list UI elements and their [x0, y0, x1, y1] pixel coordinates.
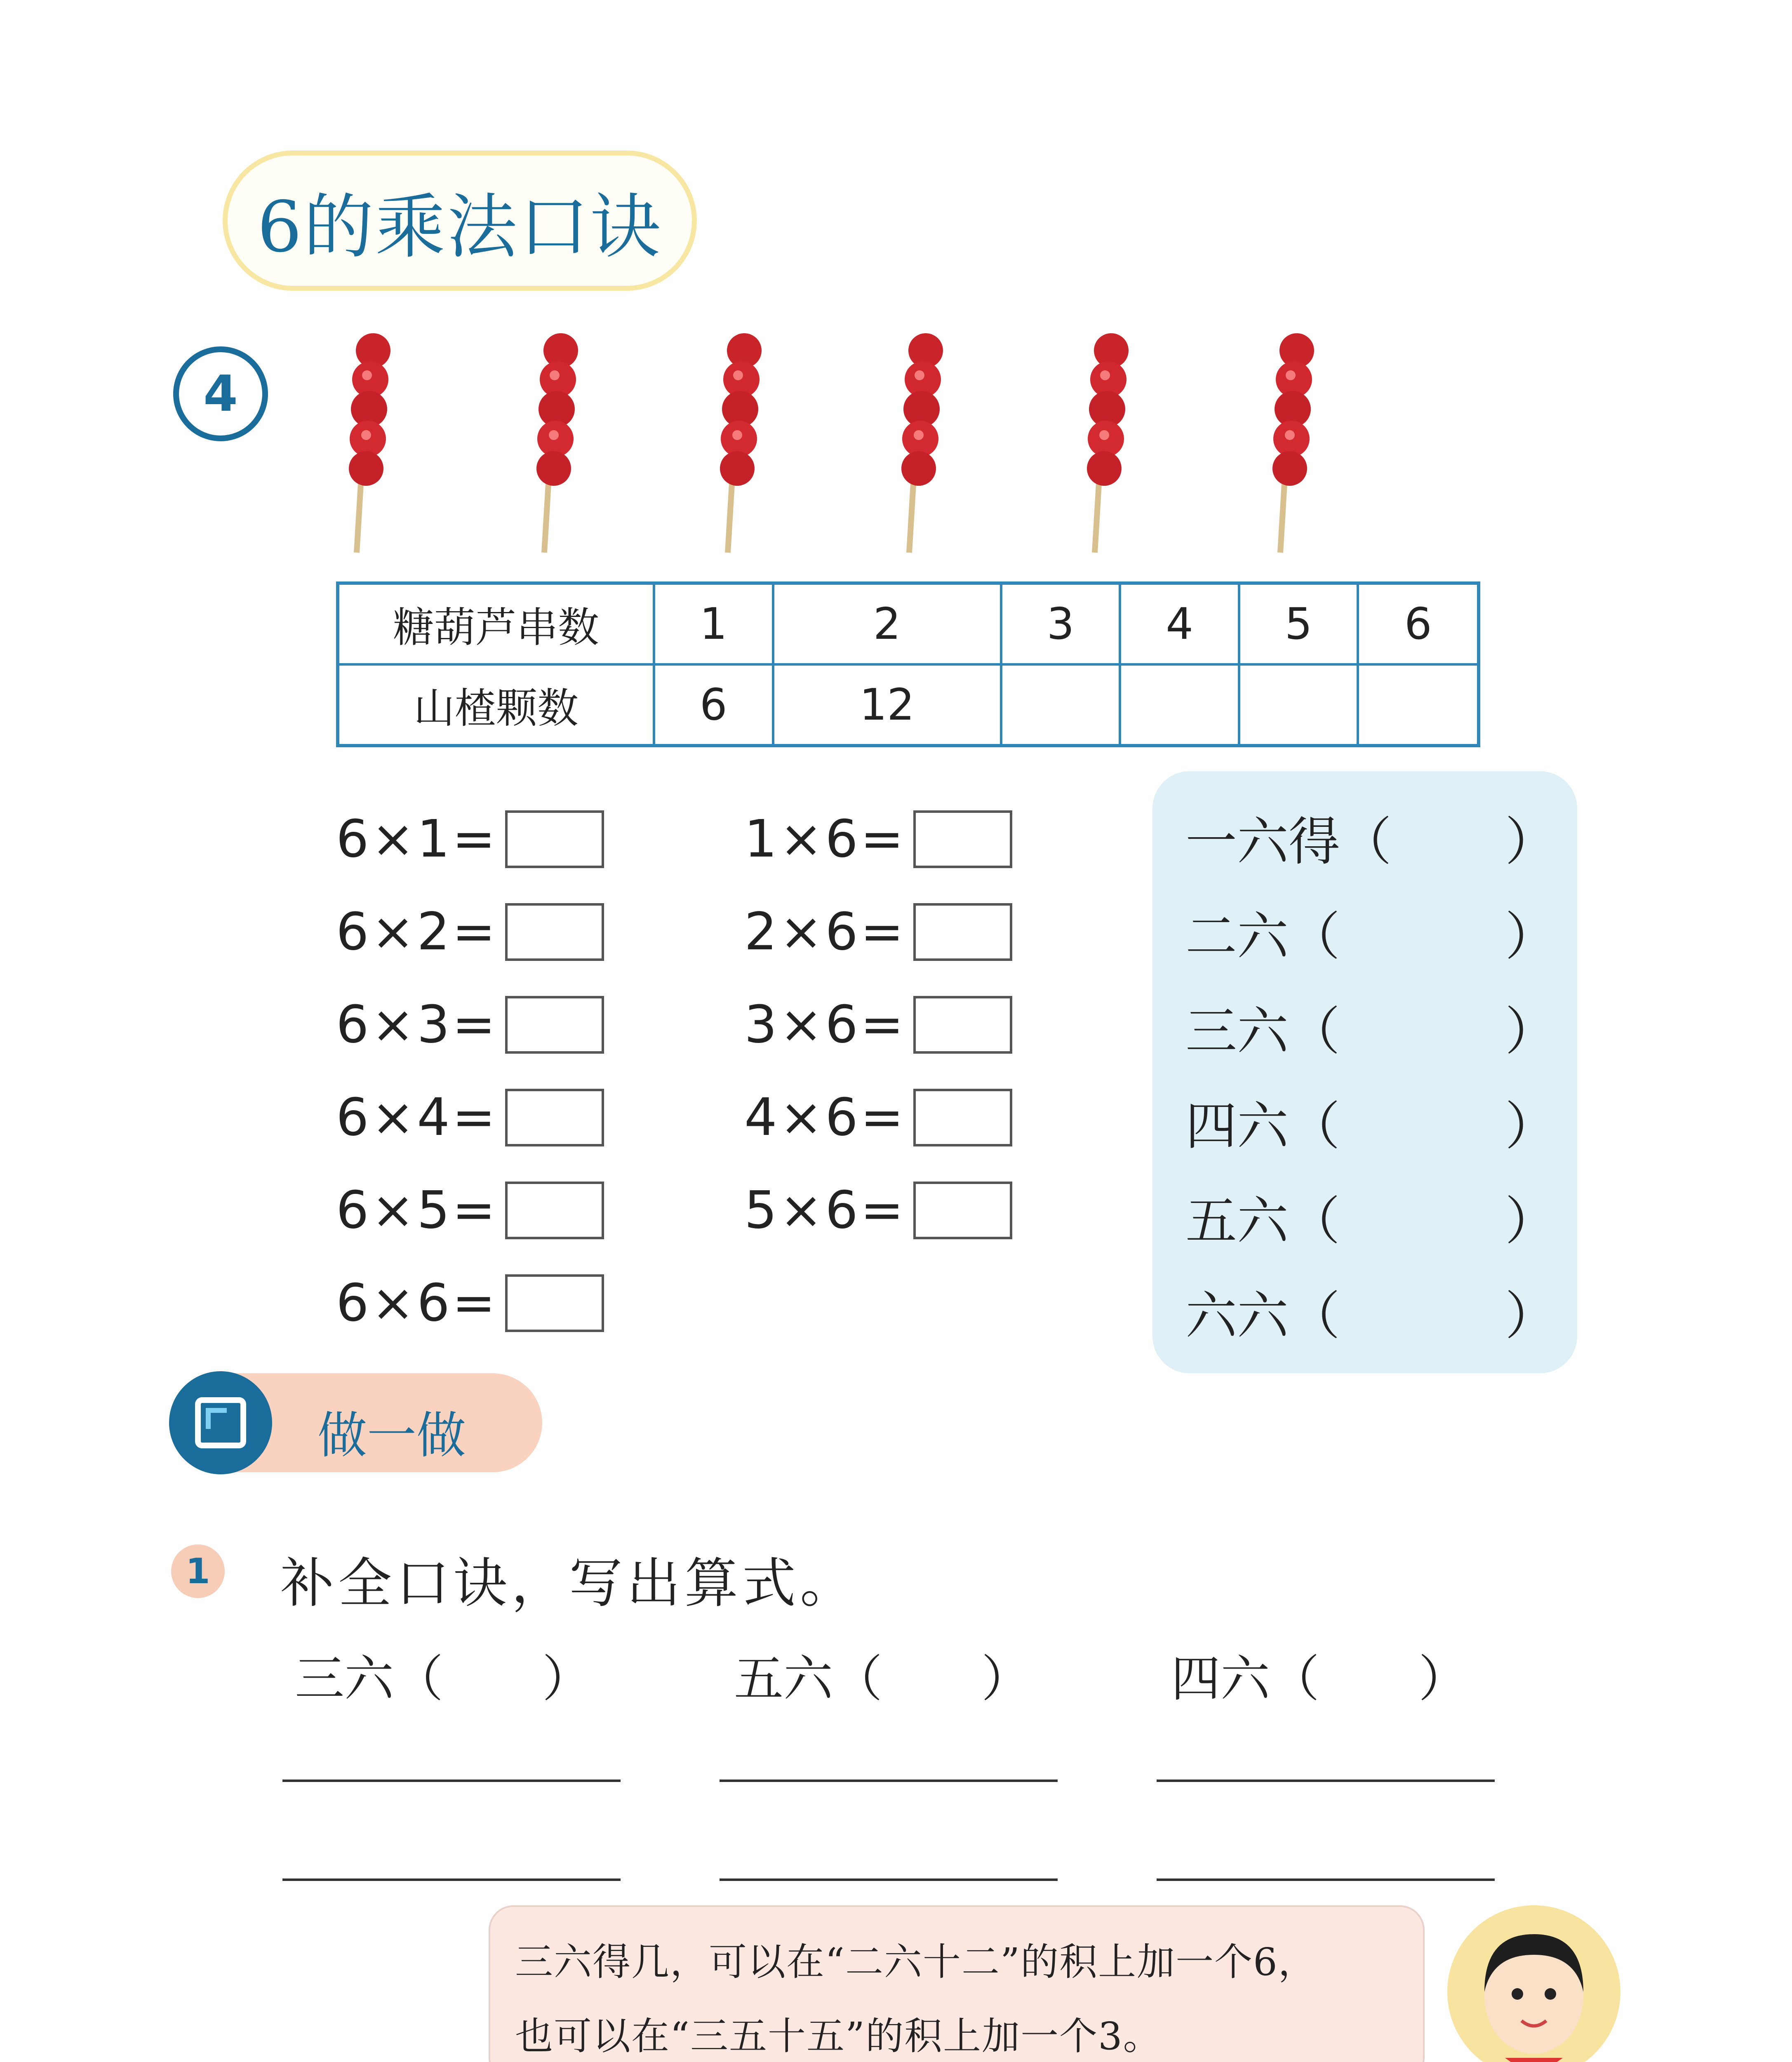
table-header-haws: 山楂颗数 [338, 664, 654, 746]
multiplication-rhyme-panel [1152, 771, 1577, 1373]
table-cell: 1 [654, 583, 773, 664]
rhyme-line[interactable]: 二六（ ） [1185, 907, 1557, 967]
table-cell-blank[interactable] [1358, 664, 1479, 746]
table-row [338, 664, 1479, 746]
tanghulu-skewer-icon [901, 333, 943, 553]
table-cell: 2 [773, 583, 1001, 664]
answer-box[interactable] [505, 1274, 604, 1332]
practice-label: 做一做 [317, 1407, 466, 1464]
table-cell: 6 [654, 664, 773, 746]
answer-line[interactable] [282, 1878, 621, 1881]
answer-box[interactable] [505, 1089, 604, 1146]
rhyme-fill-item[interactable]: 四六（ ） [1171, 1650, 1468, 1708]
table-cell: 4 [1120, 583, 1239, 664]
answer-box[interactable] [505, 996, 604, 1054]
rhyme-line[interactable]: 一六得（ ） [1185, 812, 1557, 872]
answer-line[interactable] [1157, 1780, 1495, 1782]
hint-line: 也可以在“三五十五”的积上加一个3。 [515, 2014, 1162, 2058]
equation-label: 6×6= [336, 1273, 498, 1333]
tanghulu-skewer-icon [349, 333, 390, 553]
haw-count-table [336, 581, 1480, 747]
answer-line[interactable] [282, 1780, 621, 1782]
question-prompt: 补全口诀，写出算式。 [280, 1552, 858, 1615]
tanghulu-skewer-icon [720, 333, 762, 553]
girl-avatar [1443, 1901, 1625, 2062]
answer-box[interactable] [913, 1089, 1012, 1146]
table-cell-blank[interactable] [1239, 664, 1358, 746]
practice-icon [169, 1371, 272, 1474]
equation-label: 6×5= [336, 1180, 498, 1240]
answer-box[interactable] [913, 996, 1012, 1054]
table-cell: 12 [773, 664, 1001, 746]
table-cell: 6 [1358, 583, 1479, 664]
equation-label: 6×2= [336, 902, 498, 962]
equation-label: 6×4= [336, 1087, 498, 1147]
equation-label: 5×6= [744, 1180, 906, 1240]
equation-label: 6×3= [336, 995, 498, 1055]
equation-label: 1×6= [744, 809, 906, 869]
table-cell: 3 [1001, 583, 1120, 664]
equation-label: 3×6= [744, 995, 906, 1055]
hint-speech-bubble [489, 1905, 1425, 2062]
equation-label: 4×6= [744, 1087, 906, 1147]
answer-box[interactable] [913, 1182, 1012, 1239]
answer-box[interactable] [913, 903, 1012, 961]
answer-box[interactable] [505, 903, 604, 961]
tanghulu-skewer-icon [1272, 333, 1314, 553]
answer-line[interactable] [720, 1780, 1058, 1782]
answer-box[interactable] [505, 1182, 604, 1239]
tanghulu-skewer-icon [536, 333, 578, 553]
rhyme-line[interactable]: 五六（ ） [1185, 1191, 1557, 1251]
answer-box[interactable] [505, 810, 604, 868]
rhyme-line[interactable]: 六六（ ） [1185, 1286, 1557, 1346]
page-title: 6的乘法口诀 [257, 186, 663, 268]
hint-line: 三六得几，可以在“二六十二”的积上加一个6， [515, 1940, 1317, 1984]
table-cell-blank[interactable] [1120, 664, 1239, 746]
answer-line[interactable] [720, 1878, 1058, 1881]
table-cell: 5 [1239, 583, 1358, 664]
answer-box[interactable] [913, 810, 1012, 868]
table-cell-blank[interactable] [1001, 664, 1120, 746]
equation-label: 6×1= [336, 809, 498, 869]
equation-label: 2×6= [744, 902, 906, 962]
tanghulu-skewer-icon [1087, 333, 1129, 553]
rhyme-line[interactable]: 四六（ ） [1185, 1097, 1557, 1156]
rhyme-fill-item[interactable]: 三六（ ） [295, 1650, 592, 1708]
tanghulu-illustration [338, 322, 1451, 569]
question-number-badge: 1 [171, 1544, 225, 1598]
table-header-skewers: 糖葫芦串数 [338, 583, 654, 664]
rhyme-fill-item[interactable]: 五六（ ） [734, 1650, 1031, 1708]
table-row [338, 583, 1479, 664]
rhyme-line[interactable]: 三六（ ） [1185, 1002, 1557, 1062]
example-number-badge: 4 [173, 346, 268, 441]
answer-line[interactable] [1157, 1878, 1495, 1881]
title-pill [223, 151, 697, 291]
